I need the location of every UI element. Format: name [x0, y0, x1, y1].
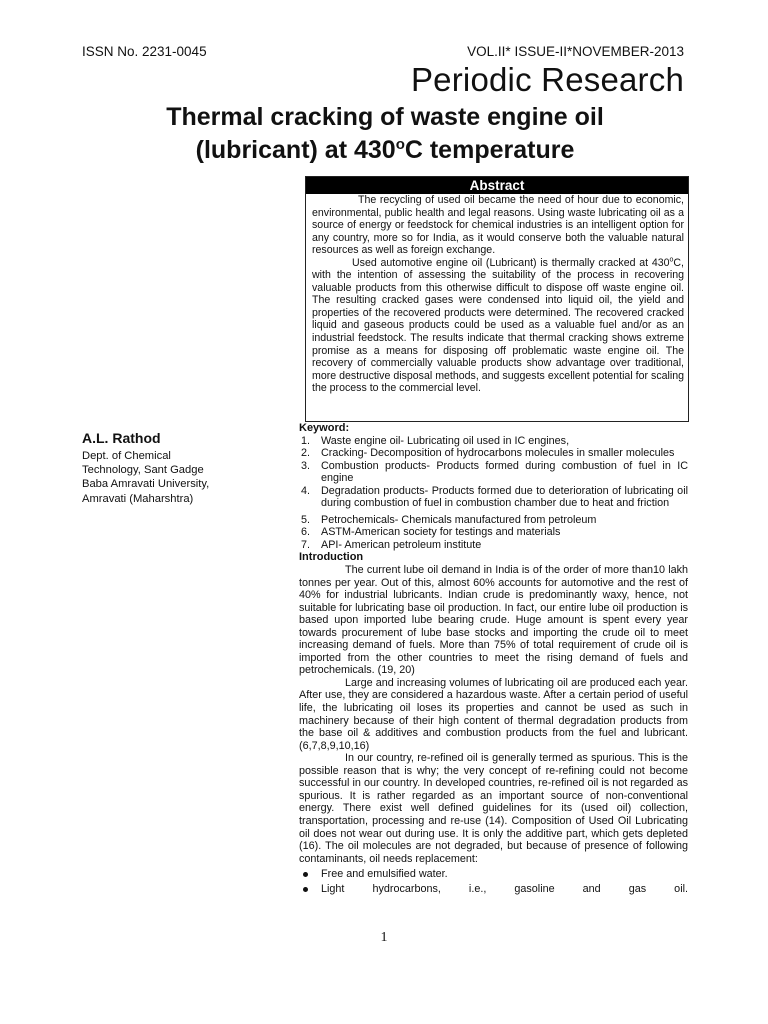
keyword-text: Degradation products- Products formed due to deterioration of lubricating oil during combustion of fuel in combustion chamber due to heat and friction — [321, 484, 688, 510]
keyword-item — [299, 485, 688, 510]
issn-number: ISSN No. 2231-0045 — [82, 44, 207, 59]
affiliation-line: Technology, Sant Gadge — [82, 464, 204, 477]
keyword-heading: Keyword: — [299, 422, 350, 434]
keyword-text: API- American petroleum institute — [321, 538, 482, 551]
title-line-2-unit: C temperature — [404, 136, 575, 164]
title-line-1: Thermal cracking of waste engine oil — [166, 103, 604, 131]
author-name: A.L. Rathod — [82, 430, 161, 446]
keyword-item — [299, 539, 688, 552]
author-block — [82, 430, 252, 506]
keyword-item — [299, 526, 688, 539]
paper-title — [80, 101, 690, 167]
abstract-degree-sup: o — [669, 256, 674, 264]
keyword-number: 3. — [301, 459, 311, 472]
keyword-number: 7. — [301, 538, 311, 551]
abstract-paragraph-2-rest: C, with the intention of assessing the suitability of the process in recovering valuable products from this otherwise difficult to dispose off waste engine oil. The resulting cracked gases were condensed into liquid oil, the yield and properties of the recovered products were determined. The recovered cracked liquid and gaseous products could be used as a valuable fuel and/or as an industrial feedstock. The results indicate that thermal cracking shows extreme promise as a means for disposing off problematic waste engine oil. The recovery of commercially valuable products show advantage over traditional, more destructive disposal methods, and suggests excellent potential for scaling the process to the commercial level. — [312, 256, 684, 395]
main-column — [299, 422, 688, 897]
abstract-paragraph-2-start: Used automotive engine oil (Lubricant) is thermally cracked at 430 — [352, 256, 670, 269]
abstract-paragraph-2 — [312, 257, 684, 395]
bullet-text: Free and emulsified water. — [321, 868, 448, 881]
affiliation-line: Amravati (Maharshtra) — [82, 492, 194, 505]
bullet-item — [299, 867, 688, 882]
keyword-list — [299, 435, 688, 552]
introduction-paragraph-2: Large and increasing volumes of lubricating oil are produced each year. After use, they are considered a hazardous waste. After a certain period of useful life, the lubricating oil loses its properties and cannot be used as such in machinery because of their high content of thermal degradation products from the base oil & additives and combustion products from the fuel and lubricant. (6,7,8,9,10,16) — [299, 676, 688, 752]
keyword-number: 5. — [301, 513, 311, 526]
keyword-text: Petrochemicals- Chemicals manufactured from petroleum — [321, 513, 597, 526]
keyword-number: 4. — [301, 484, 311, 497]
keyword-number: 6. — [301, 526, 311, 539]
title-line-2-text: (lubricant) at 430 — [195, 136, 396, 164]
abstract-body — [306, 194, 688, 395]
keyword-text: Combustion products- Products formed during combustion of fuel in IC engine — [321, 459, 688, 485]
introduction-paragraph-3: In our country, re-refined oil is generally termed as spurious. This is the possible reason that is why; the very concept of re-refining could not become successful in our country. In developed countries, re-refined oil is not regarded as spurious. It is rather regarded as an important source of non-conventional energy. There exist well defined guidelines for its (used oil) collection, transportation, processing and re-use (14). Composition of Used Oil Lubricating oil does not wear out during use. It is only the additive part, which gets depleted (16). The oil molecules are not degraded, but because of presence of following contaminants, oil needs replacement: — [299, 752, 688, 865]
volume-issue: VOL.II* ISSUE-II*NOVEMBER-2013 — [467, 44, 684, 59]
bullet-dot-icon — [303, 872, 308, 877]
introduction-paragraph-1: The current lube oil demand in India is of the order of more than10 lakh tonnes per year. Out of this, almost 60% accounts for automotive and the rest of 40% for industrial lubricants. Indian crude is predominantly waxy, hence, not suitable for lubricating base oil production. In fact, our entire lube oil production is based upon imported lube bearing crude. Huge amount is spent every year towards procurement of lube base stocks and importing the crude oil to meet increasing demand of fuels. More than 75% of total requirement of crude oil is imported from the other countries to meet the rising demand of fuels and petrochemicals. (19, 20) — [299, 564, 688, 677]
bullet-text: Light hydrocarbons, i.e., gasoline and gas oil. — [321, 883, 688, 896]
abstract-heading: Abstract — [306, 177, 688, 194]
introduction-body — [299, 564, 688, 865]
author-affiliation — [82, 449, 252, 506]
contaminant-list — [299, 867, 688, 897]
bullet-dot-icon — [303, 887, 308, 892]
affiliation-line: Dept. of Chemical — [82, 450, 171, 462]
title-line-2 — [80, 134, 690, 167]
degree-sup: o — [395, 136, 405, 153]
page-number: 1 — [380, 930, 388, 945]
journal-name: Periodic Research — [410, 61, 684, 98]
bullet-item — [299, 882, 688, 897]
keyword-text: Cracking- Decomposition of hydrocarbons molecules in smaller molecules — [321, 447, 675, 460]
keyword-text: Waste engine oil- Lubricating oil used in IC engines, — [321, 434, 570, 447]
keyword-item — [299, 514, 688, 527]
affiliation-line: Baba Amravati University, — [82, 478, 210, 491]
introduction-heading: Introduction — [299, 551, 364, 564]
keyword-item — [299, 447, 688, 460]
keyword-text: ASTM-American society for testings and materials — [321, 526, 561, 539]
abstract-box — [305, 176, 689, 422]
keyword-number: 1. — [301, 434, 311, 447]
keyword-number: 2. — [301, 447, 311, 460]
abstract-paragraph-1: The recycling of used oil became the need of hour due to economic, environmental, public health and legal reasons. Using waste lubricating oil as a source of energy or feedstock for chemical industries is an intelligent option for any country, more so for India, as it would conserve both the valuable natural resources as well as foreign exchange. — [312, 194, 684, 257]
keyword-item — [299, 460, 688, 485]
keyword-item — [299, 435, 688, 448]
